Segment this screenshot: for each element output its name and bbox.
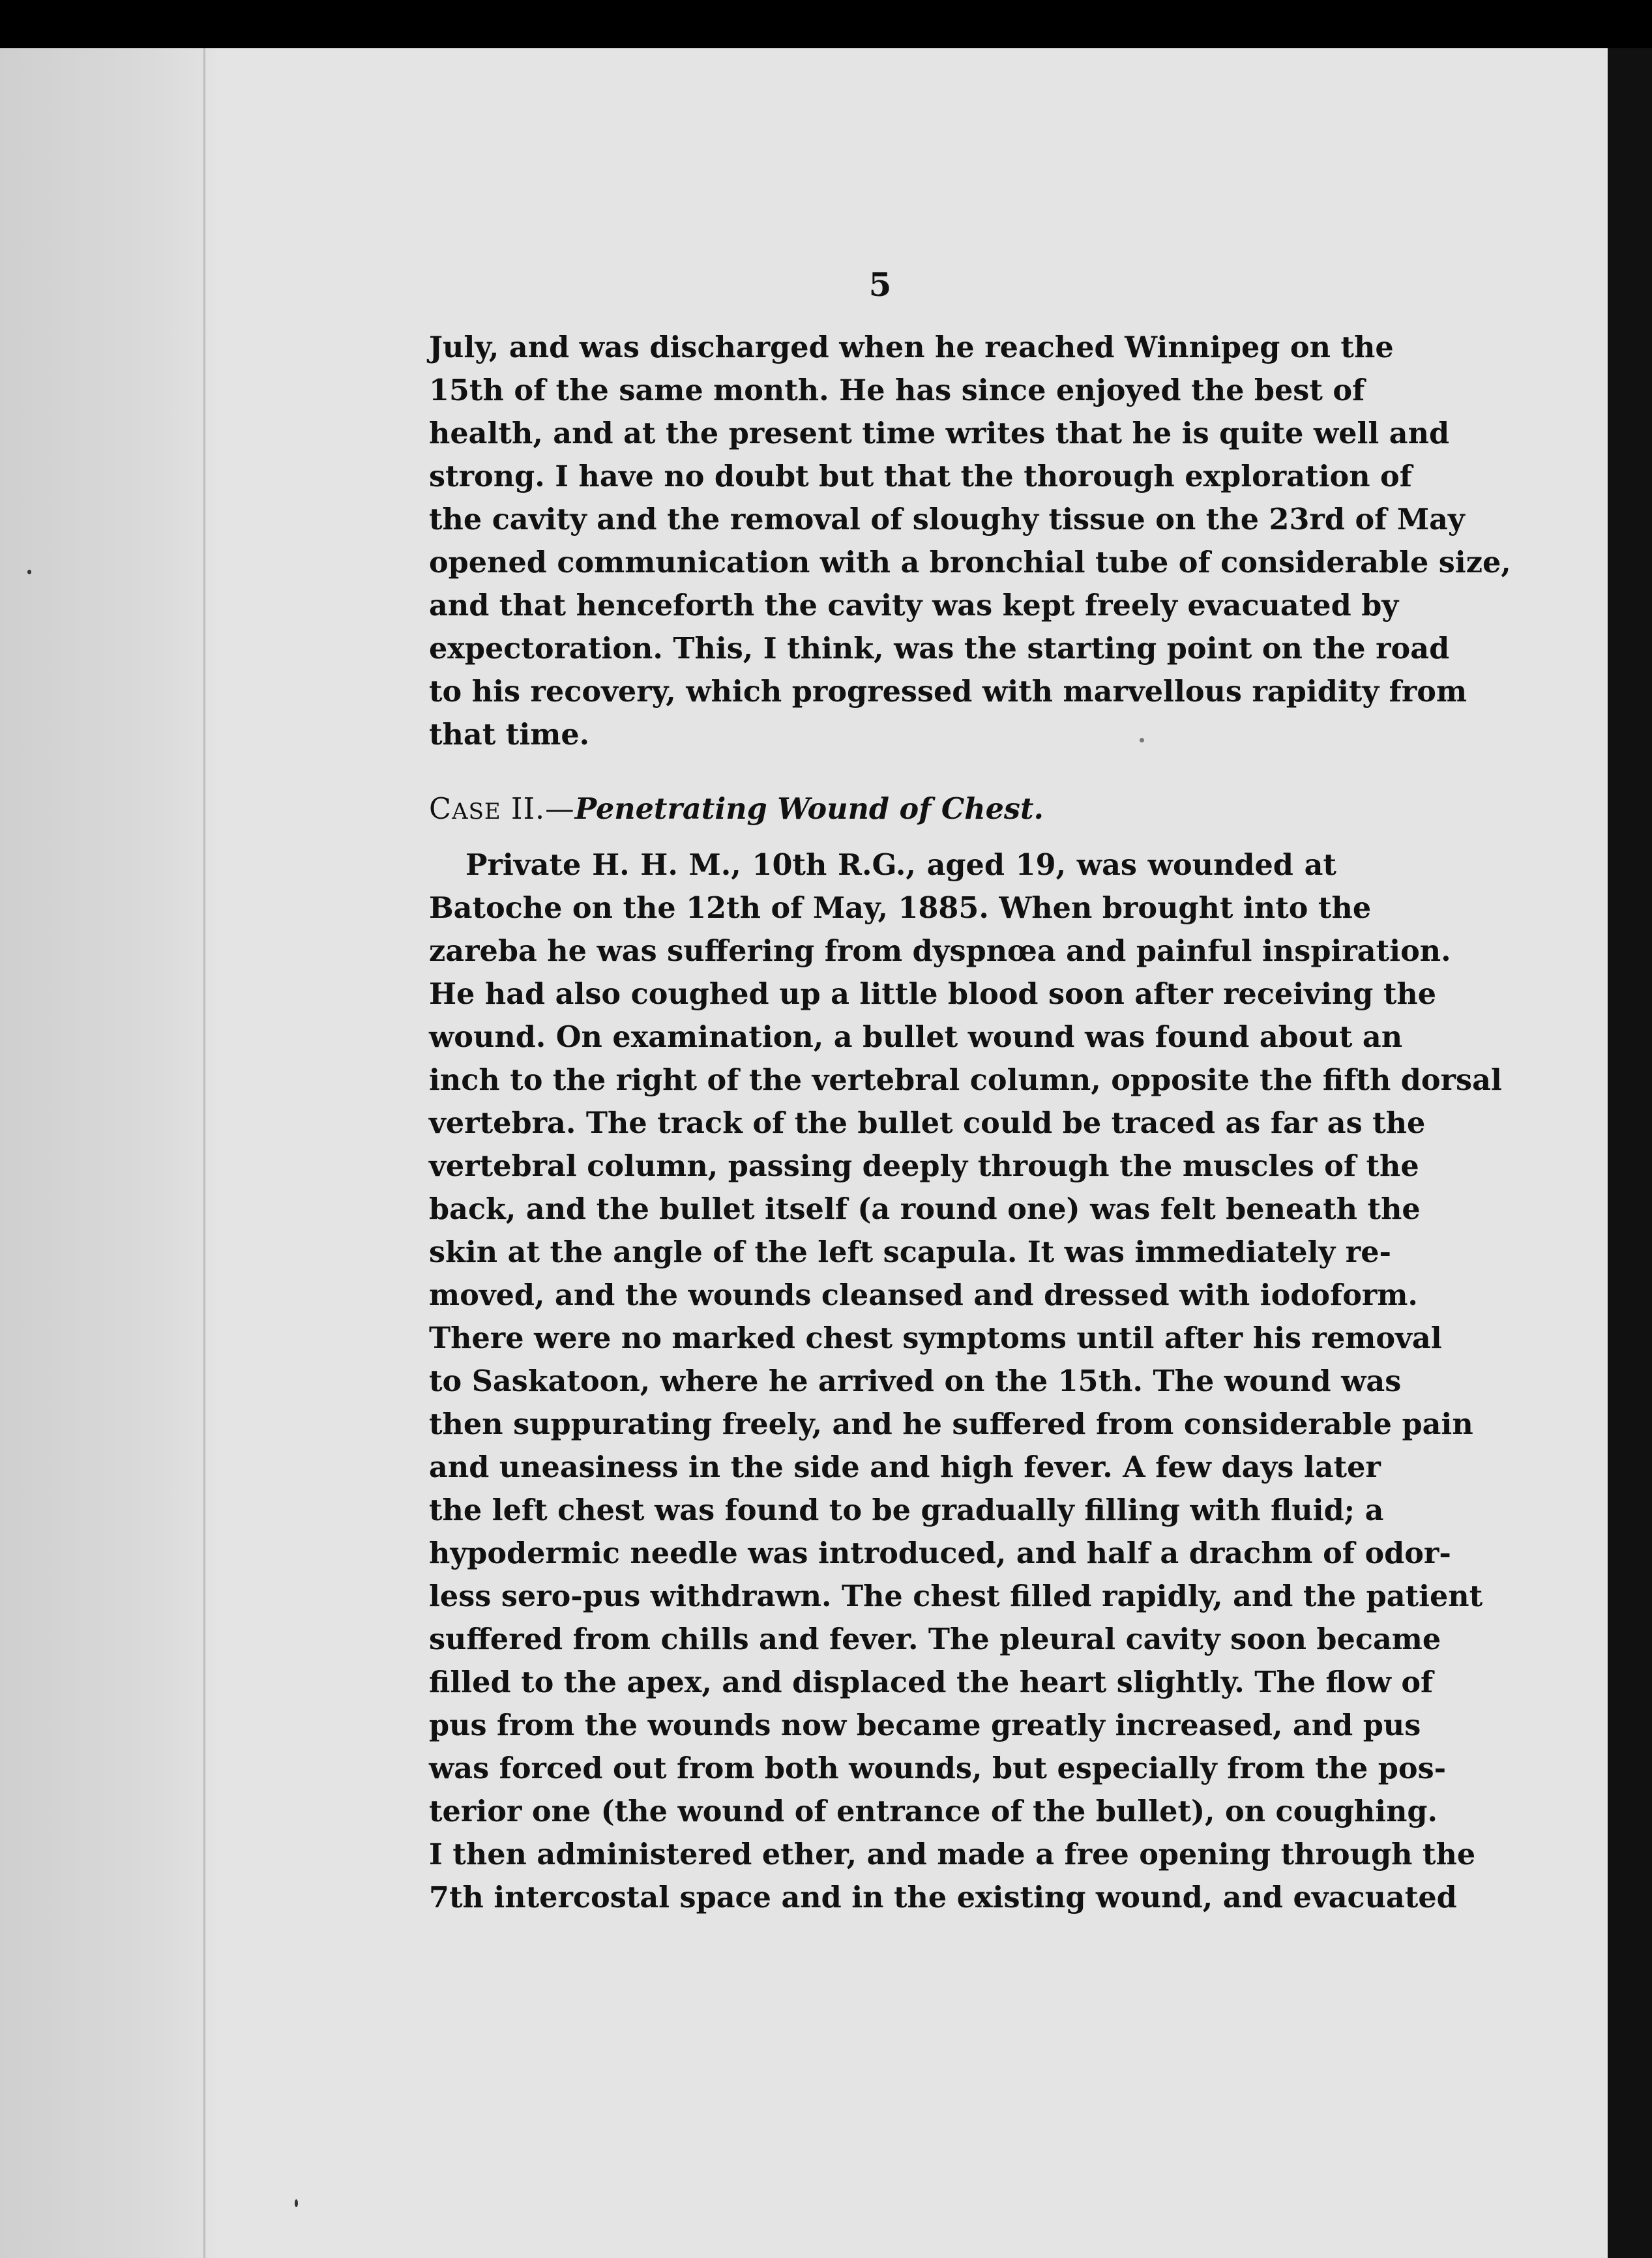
page-number: 5 <box>868 265 892 304</box>
text-line: zareba he was suffering from dyspnœa and painful inspiration. <box>429 934 1451 968</box>
text-line: then suppurating freely, and he suffered from considerable pain <box>429 1407 1473 1441</box>
case-paragraph <box>429 843 1502 1919</box>
text-line: I then administered ether, and made a free opening through the <box>429 1838 1476 1871</box>
scan-speck <box>27 570 31 574</box>
scan-speck <box>295 2199 298 2207</box>
text-line: filled to the apex, and displaced the heart slightly. The flow of <box>429 1665 1434 1699</box>
text-line: the cavity and the removal of sloughy tissue on the 23rd of May <box>429 503 1465 536</box>
text-line: 15th of the same month. He has since enjoyed the best of <box>429 374 1365 407</box>
case-label <box>429 793 575 826</box>
text-line: terior one (the wound of entrance of the bullet), on coughing. <box>429 1795 1438 1828</box>
scan-right-border <box>1608 48 1652 2258</box>
case-label-smallcaps: ASE <box>452 799 501 825</box>
text-line: to his recovery, which progressed with marvellous rapidity from <box>429 675 1468 709</box>
text-line: and uneasiness in the side and high fever. A few days later <box>429 1450 1381 1484</box>
text-line: expectoration. This, I think, was the starting point on the road <box>429 632 1450 666</box>
case-label-initial: C <box>429 793 452 826</box>
text-line: back, and the bullet itself (a round one) was felt beneath the <box>429 1192 1421 1226</box>
text-line: and that henceforth the cavity was kept freely evacuated by <box>429 589 1399 623</box>
text-line: skin at the angle of the left scapula. It was immediately re- <box>429 1235 1391 1269</box>
text-line: Private H. H. M., 10th R.G., aged 19, was wounded at <box>465 848 1336 882</box>
text-line: Batoche on the 12th of May, 1885. When brought into the <box>429 891 1372 925</box>
case-heading <box>429 787 1044 830</box>
text-line: vertebral column, passing deeply through the muscles of the <box>429 1149 1419 1183</box>
text-line: health, and at the present time writes that he is quite well and <box>429 417 1450 450</box>
text-line: the left chest was found to be gradually filling with fluid; a <box>429 1493 1384 1527</box>
text-line: pus from the wounds now became greatly increased, and pus <box>429 1708 1421 1742</box>
gutter-fold-line <box>203 48 205 2258</box>
text-line: less sero-pus withdrawn. The chest filled rapidly, and the patient <box>429 1579 1483 1613</box>
case-title: Penetrating Wound of Chest. <box>574 792 1044 826</box>
text-line: was forced out from both wounds, but especially from the pos- <box>429 1752 1447 1785</box>
text-line: vertebra. The track of the bullet could be traced as far as the <box>429 1106 1426 1140</box>
continued-paragraph <box>429 326 1511 756</box>
text-line: hypodermic needle was introduced, and half a drachm of odor- <box>429 1536 1451 1570</box>
text-line: suffered from chills and fever. The pleural cavity soon became <box>429 1622 1441 1656</box>
text-line: wound. On examination, a bullet wound was found about an <box>429 1020 1403 1054</box>
text-line: to Saskatoon, where he arrived on the 15th. The wound was <box>429 1364 1402 1398</box>
text-line: moved, and the wounds cleansed and dressed with iodoform. <box>429 1278 1418 1312</box>
text-line: inch to the right of the vertebral column, opposite the fifth dorsal <box>429 1063 1502 1097</box>
text-line: strong. I have no doubt but that the thorough exploration of <box>429 460 1412 493</box>
text-line: There were no marked chest symptoms until after his removal <box>429 1321 1442 1355</box>
text-line: 7th intercostal space and in the existing wound, and evacuated <box>429 1881 1457 1914</box>
text-line: that time. <box>429 718 590 752</box>
text-line: July, and was discharged when he reached Winnipeg on the <box>429 330 1394 364</box>
text-line: He had also coughed up a little blood soon after receiving the <box>429 977 1437 1011</box>
text-line: opened communication with a bronchial tube of considerable size, <box>429 546 1511 579</box>
binding-gutter <box>0 48 215 2258</box>
case-numeral: II.— <box>501 793 575 826</box>
